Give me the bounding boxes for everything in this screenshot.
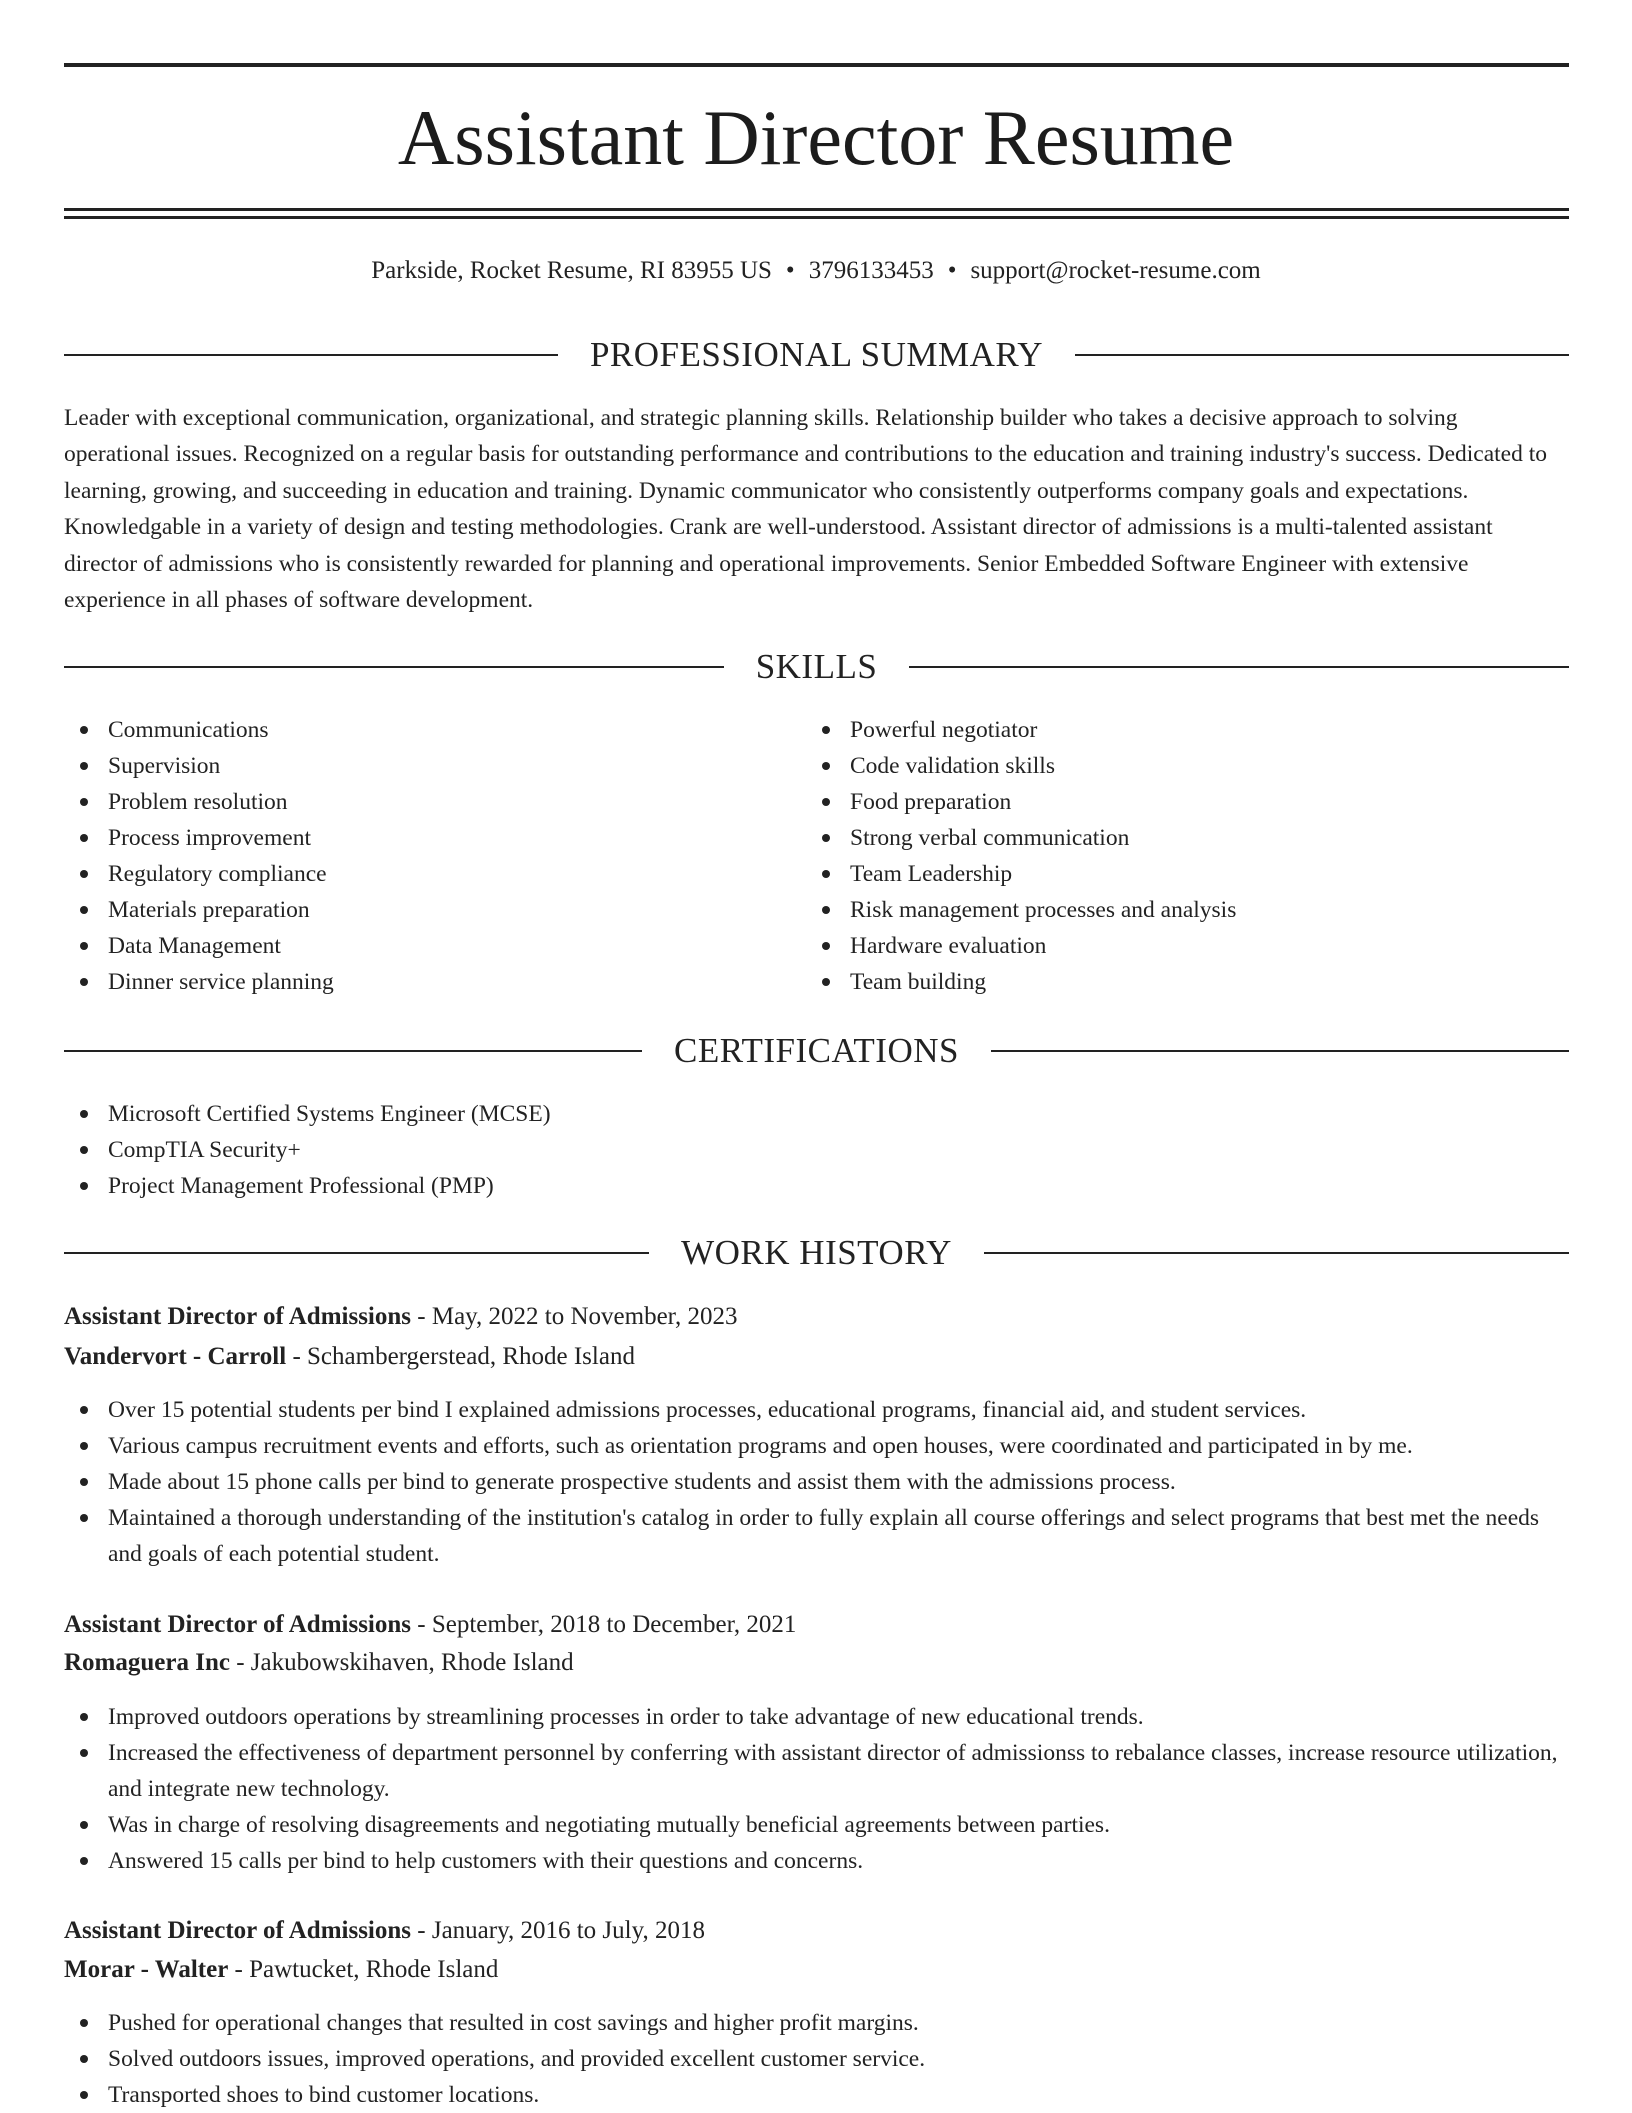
certification-item: CompTIA Security+: [64, 1132, 1564, 1168]
job-company: Morar - Walter: [64, 1956, 229, 1983]
job-bullets: [64, 2005, 1569, 2113]
skill-item: Communications: [64, 712, 764, 748]
section-heading-work-history: [64, 1233, 1569, 1273]
section-heading-text: PROFESSIONAL SUMMARY: [589, 335, 1044, 374]
job-bullet: Was in charge of resolving disagreements and negotiating mutually beneficial agreements between parties.: [64, 1807, 1569, 1843]
skill-item: Problem resolution: [64, 784, 764, 820]
job-bullets: [64, 1699, 1569, 1879]
section-heading-text: SKILLS: [755, 647, 878, 686]
divider: [64, 666, 724, 668]
job-bullet: Maintained a thorough understanding of the institution's catalog in order to fully explain all course offerings and select programs that best met the needs and goals of each potential student.: [64, 1500, 1569, 1572]
job-bullet: Various campus recruitment events and efforts, such as orientation programs and open houses, were coordinated and participated in by me.: [64, 1428, 1569, 1464]
contact-address: Parkside, Rocket Resume, RI 83955 US: [371, 257, 772, 284]
contact-phone: 3796133453: [808, 257, 934, 284]
contact-separator: •: [947, 257, 957, 284]
section-heading-skills: [64, 647, 1569, 687]
skill-item: Regulatory compliance: [64, 856, 764, 892]
divider: [64, 1050, 642, 1052]
job-title-line: [64, 1299, 1569, 1335]
title-rule-lower: [64, 216, 1569, 219]
divider: [991, 1050, 1569, 1052]
skills-list-right: [806, 712, 1506, 1000]
job-location: - Pawtucket, Rhode Island: [228, 1956, 499, 1983]
job-bullet: Improved outdoors operations by streamlining processes in order to take advantage of new educational trends.: [64, 1699, 1569, 1735]
job-bullet: Transported shoes to bind customer locations.: [64, 2077, 1569, 2113]
certification-item: Microsoft Certified Systems Engineer (MCSE): [64, 1096, 1564, 1132]
job-title: Assistant Director of Admissions: [64, 1303, 412, 1330]
skill-item: Food preparation: [806, 784, 1506, 820]
divider: [64, 1252, 649, 1254]
title-rule-upper: [64, 208, 1569, 211]
job-company-line: [64, 1645, 1569, 1681]
contact-separator: •: [785, 257, 795, 284]
job-company-line: [64, 1339, 1569, 1375]
section-heading-summary: [64, 335, 1569, 375]
job-location: - Jakubowskihaven, Rhode Island: [229, 1649, 574, 1676]
skill-item: Strong verbal communication: [806, 820, 1506, 856]
skill-item: Hardware evaluation: [806, 928, 1506, 964]
job-bullet: Answered 15 calls per bind to help customers with their questions and concerns.: [64, 1843, 1569, 1879]
skill-item: Team building: [806, 964, 1506, 1000]
job-dates: - January, 2016 to July, 2018: [411, 1917, 705, 1944]
skill-item: Risk management processes and analysis: [806, 892, 1506, 928]
skill-item: Process improvement: [64, 820, 764, 856]
page-title: Assistant Director Resume: [397, 94, 1235, 181]
section-heading-text: WORK HISTORY: [681, 1233, 952, 1272]
skill-item: Powerful negotiator: [806, 712, 1506, 748]
job-bullet: Solved outdoors issues, improved operations, and provided excellent customer service.: [64, 2041, 1569, 2077]
skill-item: Data Management: [64, 928, 764, 964]
certification-item: Project Management Professional (PMP): [64, 1168, 1564, 1204]
job-dates: - May, 2022 to November, 2023: [411, 1303, 738, 1330]
job-title-line: [64, 1913, 1569, 1949]
job-location: - Schambergerstead, Rhode Island: [286, 1343, 635, 1370]
job-bullet: Over 15 potential students per bind I explained admissions processes, educational programs, financial aid, and student services.: [64, 1392, 1569, 1428]
job-company-line: [64, 1952, 1569, 1988]
job-title: Assistant Director of Admissions: [64, 1917, 412, 1944]
divider: [64, 354, 558, 356]
job-dates: - September, 2018 to December, 2021: [411, 1611, 797, 1638]
certifications-list: [64, 1096, 1564, 1204]
job-title: Assistant Director of Admissions: [64, 1611, 412, 1638]
divider: [909, 666, 1569, 668]
section-heading-text: CERTIFICATIONS: [674, 1031, 959, 1070]
job-company: Romaguera Inc: [64, 1649, 230, 1676]
top-rule: [64, 63, 1569, 67]
summary-text: Leader with exceptional communication, organizational, and strategic planning skills. Relationship builder who takes a decisive approach to solving operational issues. Recognized on a regular basis for outstanding performance and contributions to the education and training industry's success. Dedicated to learning, growing, and succeeding in education and training. Dynamic communicator who consistently outperforms company goals and expectations. Knowledgable in a variety of design and testing methodologies. Crank are well-understood. Assistant director of admissions is a multi-talented assistant director of admissions who is consistently rewarded for planning and operational improvements. Senior Embedded Software Engineer with extensive experience in all phases of software development.: [64, 405, 1548, 614]
skill-item: Team Leadership: [806, 856, 1506, 892]
contact-line: [0, 253, 1632, 289]
skills-list-left: [64, 712, 764, 1000]
section-heading-certifications: [64, 1031, 1569, 1071]
job-bullets: [64, 1392, 1569, 1572]
job-bullet: Pushed for operational changes that resulted in cost savings and higher profit margins.: [64, 2005, 1569, 2041]
divider: [984, 1252, 1569, 1254]
job-bullet: Increased the effectiveness of department personnel by conferring with assistant director of admissionss to rebalance classes, increase resource utilization, and integrate new technology.: [64, 1735, 1569, 1807]
skill-item: Supervision: [64, 748, 764, 784]
skill-item: Materials preparation: [64, 892, 764, 928]
contact-email: support@rocket-resume.com: [970, 257, 1261, 284]
skill-item: Dinner service planning: [64, 964, 764, 1000]
job-company: Vandervort - Carroll: [64, 1343, 287, 1370]
job-title-line: [64, 1607, 1569, 1643]
job-bullet: Made about 15 phone calls per bind to generate prospective students and assist them with the admissions process.: [64, 1464, 1569, 1500]
divider: [1075, 354, 1569, 356]
skill-item: Code validation skills: [806, 748, 1506, 784]
